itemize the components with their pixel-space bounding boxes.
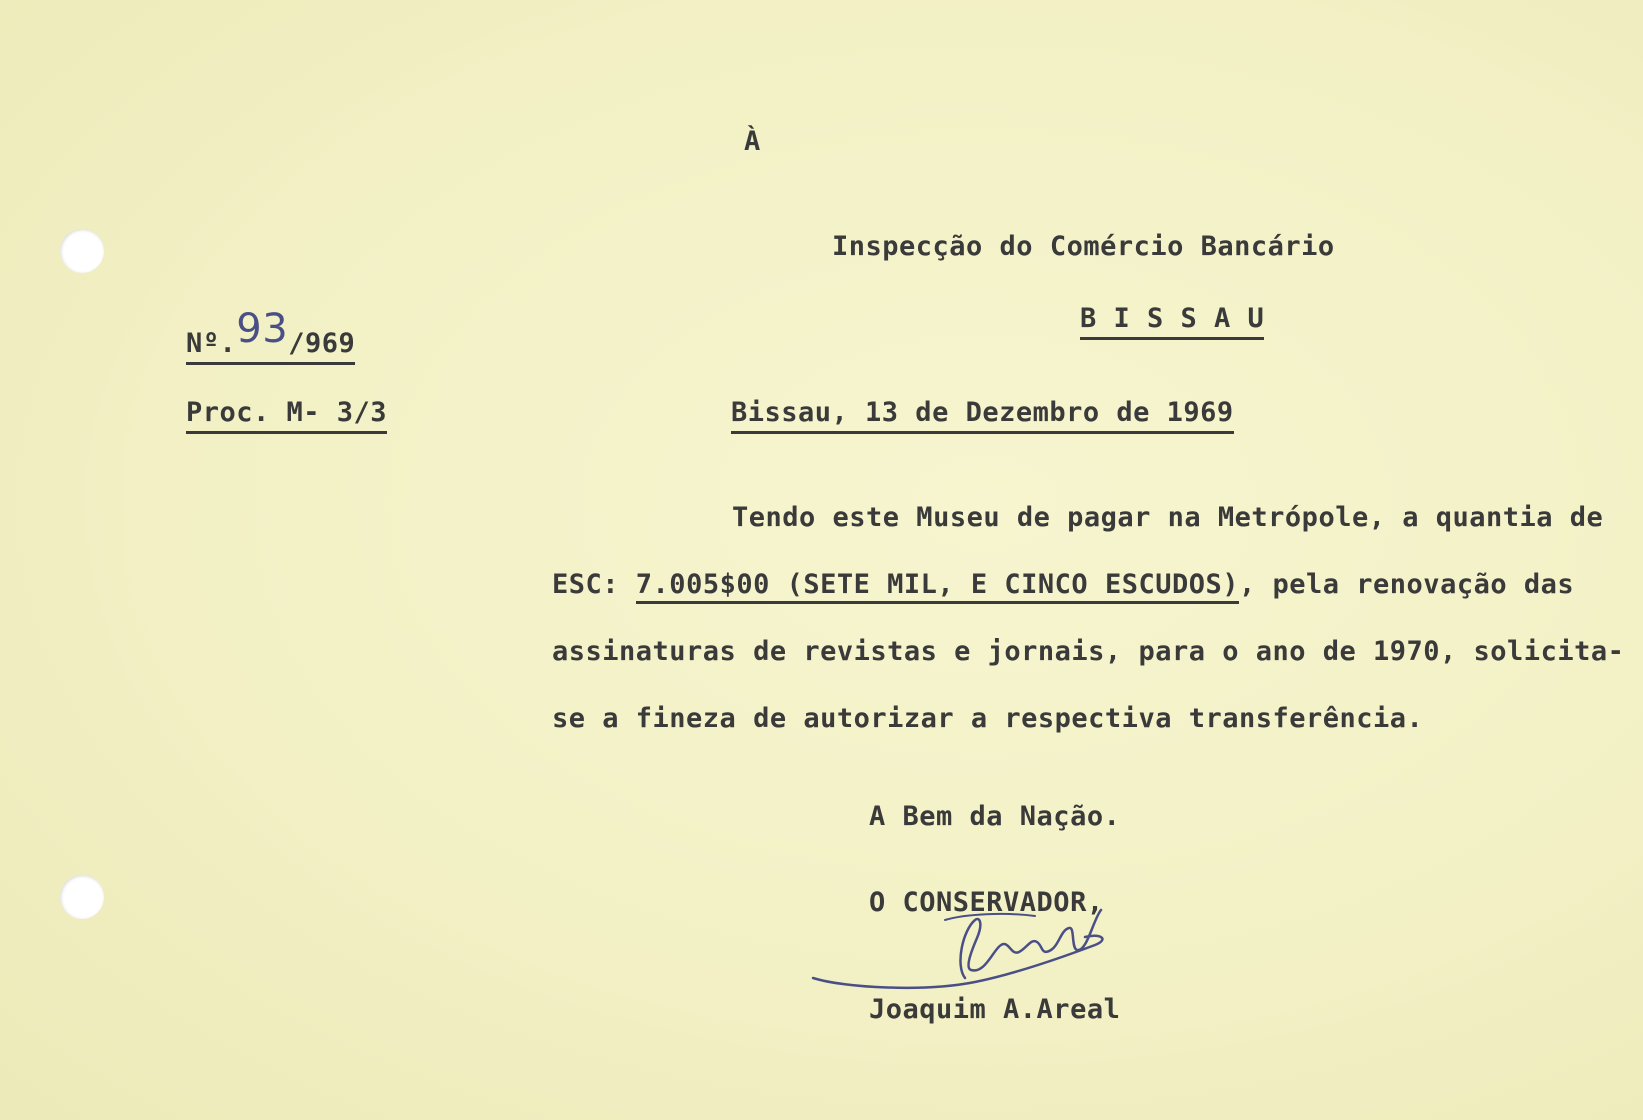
body-line-2-suffix: , pela renovação das <box>1239 569 1575 600</box>
process-reference: Proc. M- 3/3 <box>186 396 387 434</box>
reference-number-handwritten: 93 <box>236 306 289 352</box>
recipient-city: B I S S A U <box>1080 302 1264 340</box>
punch-hole-top <box>60 229 104 273</box>
date-line: Bissau, 13 de Dezembro de 1969 <box>731 396 1234 434</box>
body-line-4: se a fineza de autorizar a respectiva transferência. <box>552 703 1424 734</box>
addressee-prefix: À <box>744 126 761 157</box>
recipient-name: Inspecção do Comércio Bancário <box>832 231 1335 262</box>
reference-number <box>186 306 356 365</box>
letter-body <box>552 484 1625 752</box>
punch-hole-bottom <box>60 875 104 919</box>
body-line-3: assinaturas de revistas e jornais, para o ano de 1970, solicita- <box>552 636 1625 667</box>
salutation: A Bem da Nação. <box>869 801 1121 832</box>
signatory-name: Joaquim A.Areal <box>869 994 1121 1025</box>
amount-text: 7.005$00 (SETE MIL, E CINCO ESCUDOS) <box>636 569 1239 604</box>
handwritten-signature <box>805 890 1145 1000</box>
body-line-1: Tendo este Museu de pagar na Metrópole, a quantia de <box>732 502 1604 533</box>
reference-number-prefix: Nº. <box>186 328 237 359</box>
body-line-2 <box>552 551 1612 618</box>
reference-number-suffix: /969 <box>288 328 356 359</box>
currency-label: ESC: <box>552 569 620 600</box>
signatory-role: O CONSERVADOR, <box>869 887 1104 918</box>
